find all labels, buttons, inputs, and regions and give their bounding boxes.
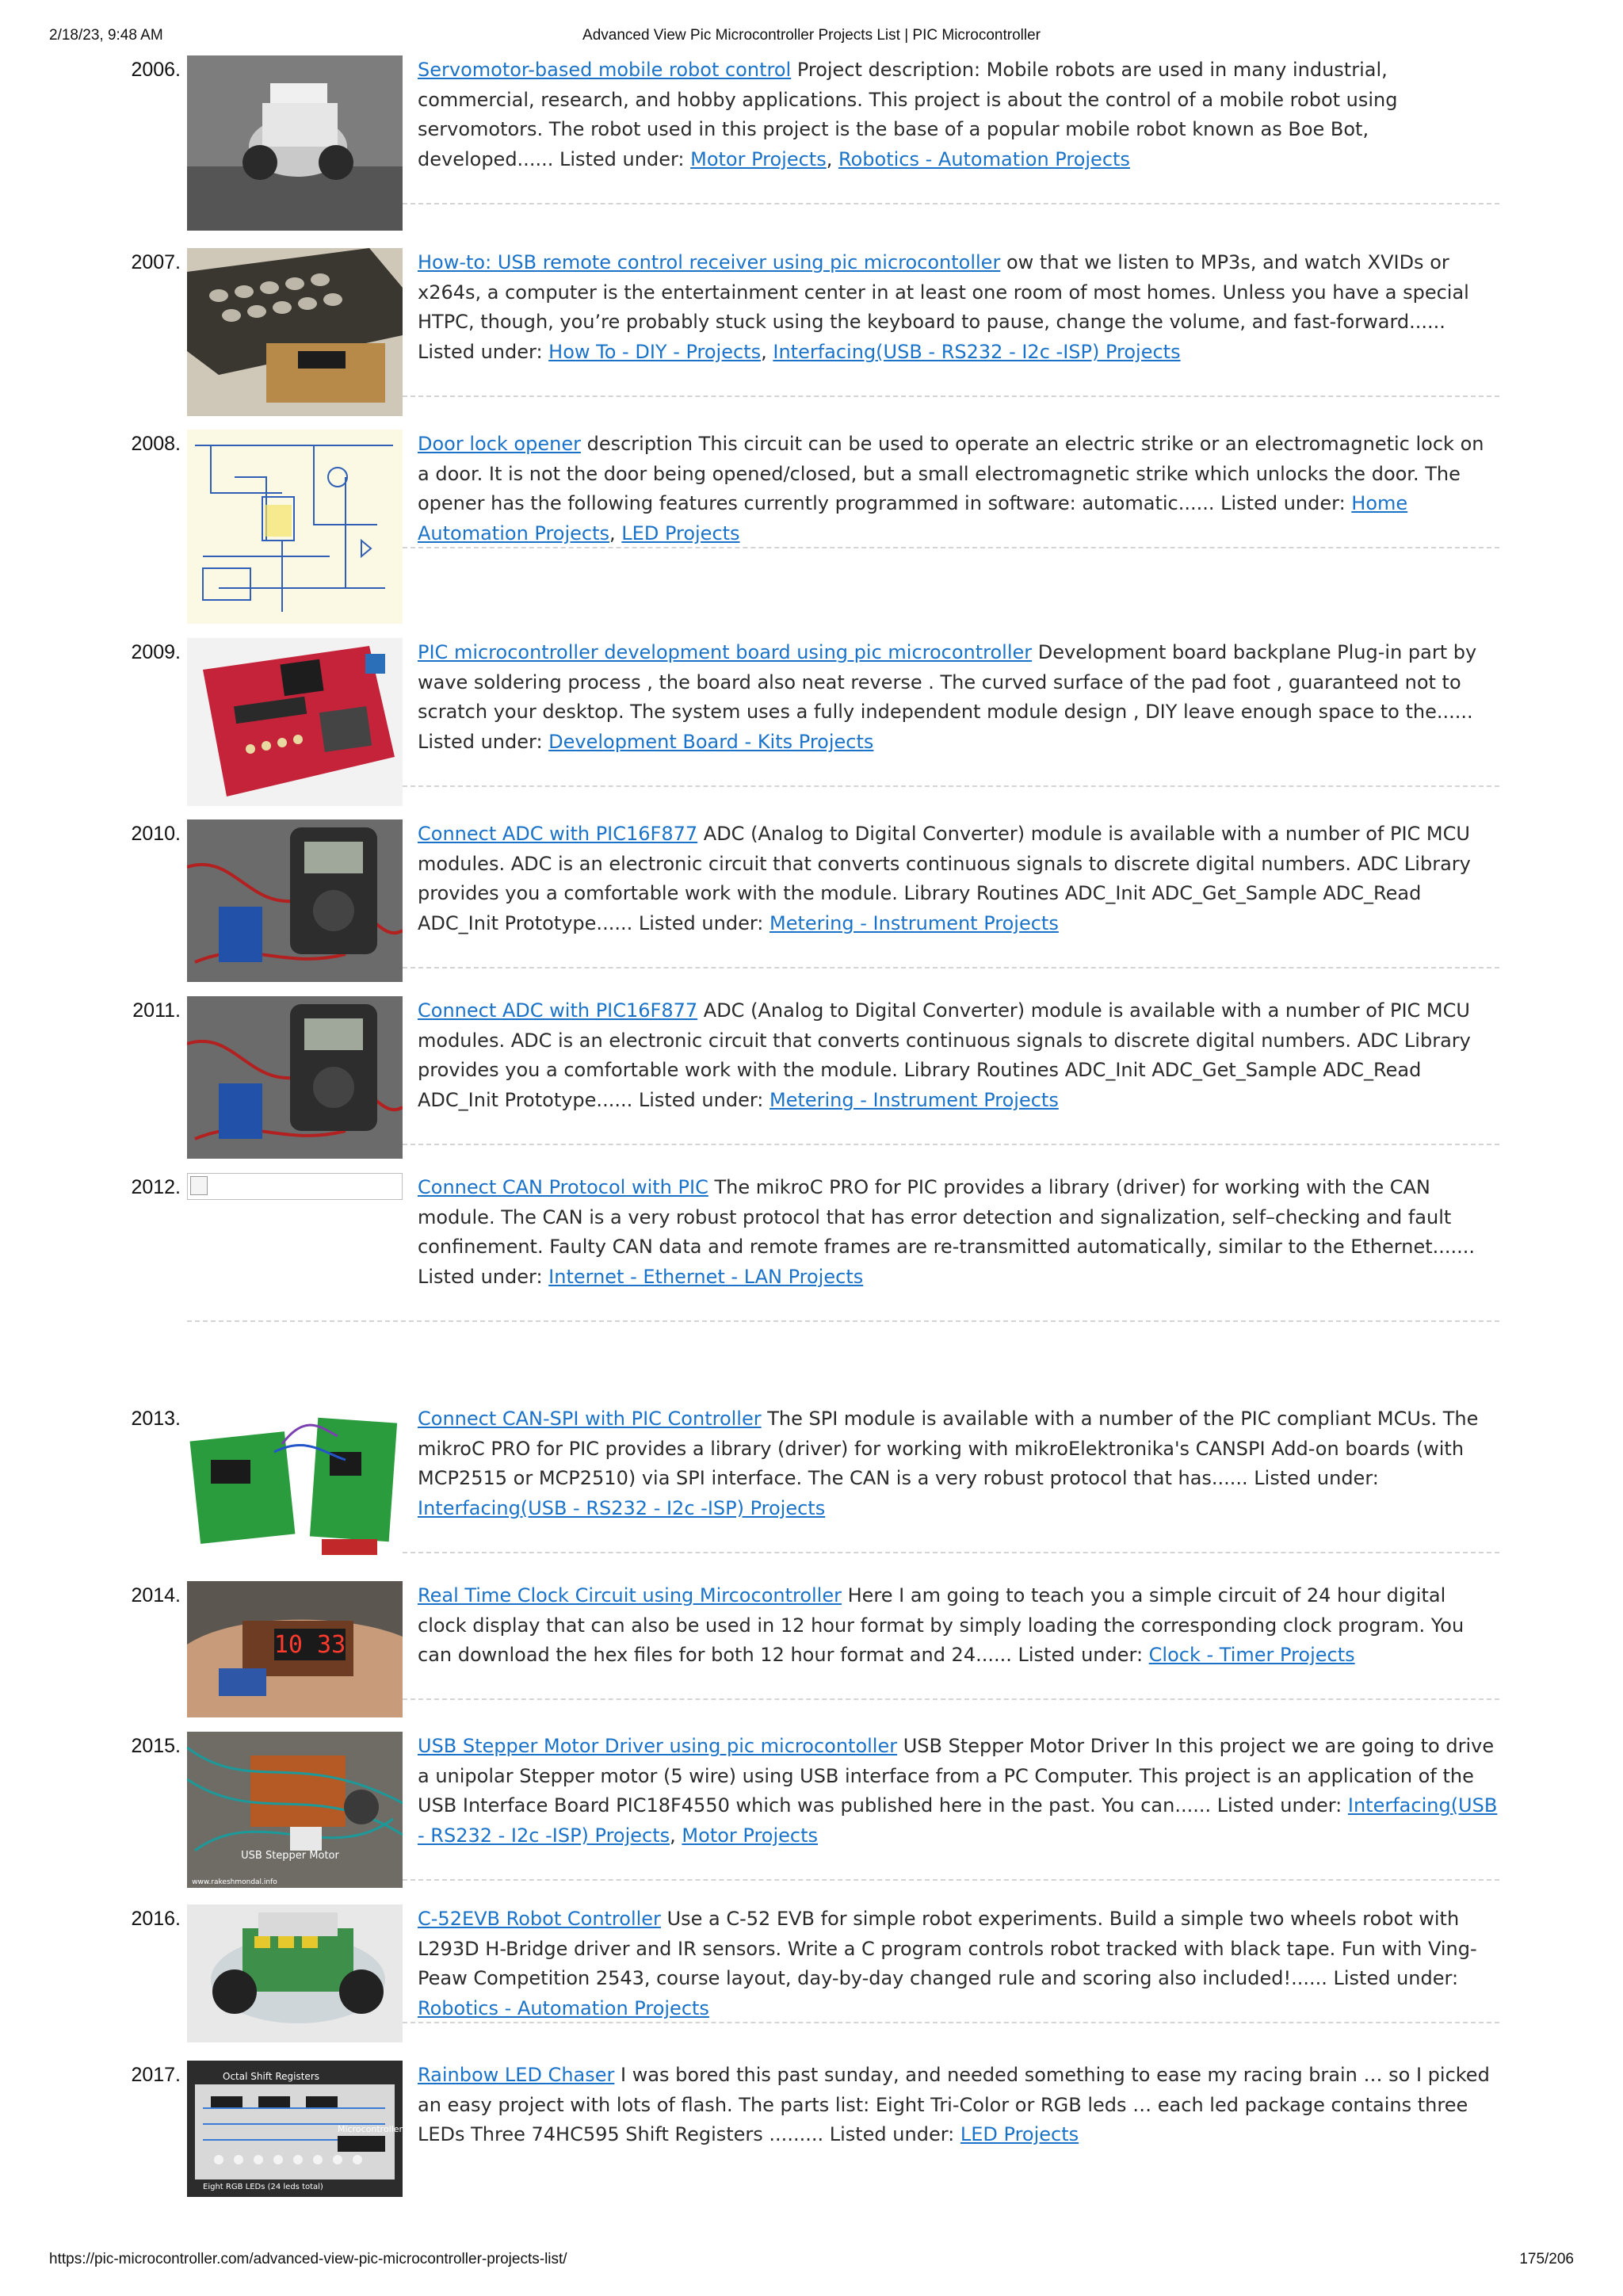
entry-number: 2007. [131,251,181,273]
thumbnail-caption-url: www.rakeshmondal.info [192,1878,277,1886]
entry-text: How-to: USB remote control receiver using pic microcontoller ow that we listen to MP3s, and watch XVIDs or x264s, a computer is the entertainment center in at least one room of most homes. Unless you have a special HTPC, though, you’re probably stuck using the keyboard to pause, change the volume, and fast-forward...... Listed under: How To - DIY - Projects, Interfacing(USB - RS232 - I2c -ISP) Projects [418,251,1469,363]
thumbnail-label: Eight RGB LEDs (24 leds total) [203,2183,323,2191]
category-link[interactable]: Home Automation Projects [418,492,1408,544]
thumbnail-caption: USB Stepper Motor [241,1850,339,1862]
category-link[interactable]: Robotics - Automation Projects [838,147,1130,170]
project-thumbnail[interactable] [187,996,403,1159]
entry-number: 2012. [131,1176,181,1198]
project-thumbnail[interactable] [187,55,403,231]
entry-text: USB Stepper Motor Driver using pic microcontoller USB Stepper Motor Driver In this project we are going to drive a unipolar Stepper motor (5 wire) using USB interface from a PC Computer. This project is an application of the USB Interface Board PIC18F4550 which was published here in the past. You can...... Listed under: Interfacing(USB - RS232 - I2c -ISP) Projects, Motor Projects [418,1735,1498,1847]
entry-number: 2013. [131,1408,181,1430]
broken-image-placeholder[interactable] [187,1173,403,1200]
thumbnail-label: Microcontroller [338,2124,403,2134]
print-header [49,27,1574,51]
entry-separator [403,1144,1499,1145]
project-title-link[interactable]: Real Time Clock Circuit using Mircocontroller [418,1584,842,1606]
project-title-link[interactable]: Connect ADC with PIC16F877 [418,823,698,845]
project-title-link[interactable]: Servomotor-based mobile robot control [418,59,792,81]
category-link[interactable]: Internet - Ethernet - LAN Projects [548,1265,864,1288]
entry-separator [403,1698,1499,1700]
project-title-link[interactable]: How-to: USB remote control receiver using pic microcontoller [418,251,1001,273]
broken-image-icon [190,1176,208,1195]
project-title-link[interactable]: USB Stepper Motor Driver using pic microcontoller [418,1735,898,1757]
print-footer [49,2251,1574,2275]
entry-text [418,1173,1499,1292]
entry-separator [403,785,1499,787]
entry-number: 2006. [131,59,181,81]
project-description: USB Stepper Motor Driver In this project we are going to drive a unipolar Stepper motor (5 wire) using USB interface from a PC Computer. This project is an application of the USB Interface Board PIC18F4550 which was published here in the past. You can...... Listed under: [418,1735,1495,1817]
entry-text [418,638,1499,757]
project-description: ADC (Analog to Digital Converter) module is available with a number of PIC MCU modules. ADC is an electronic circuit that converts continuous signals to discrete digital numbers. ADC Library provides you a comfortable work with the module. Library Routines ADC_Init ADC_Get_Sample ADC_Read ADC_Init Prototype...... Listed under: [418,999,1471,1111]
project-thumbnail[interactable] [187,430,403,624]
print-url: https://pic-microcontroller.com/advanced-view-pic-microcontroller-projects-list/ [49,2251,567,2267]
project-description: The mikroC PRO for PIC provides a library (driver) for working with the CAN module. The CAN is a very robust protocol that has error detection and signalization, self–checking and fault confinement. Faulty CAN data and remote frames are re-transmitted automatically, similar to the Ethernet....... Listed under: [418,1176,1476,1288]
project-description: Use a C-52 EVB for simple robot experiments. Build a simple two wheels robot with L293D H-Bridge driver and IR sensors. Write a C program controls robot tracked with black tape. Fun with Ving-Peaw Competition 2543, course layout, day-by-day changed rule and scoring also included!...... Listed under: [418,1908,1477,1990]
entry-text: Servomotor-based mobile robot control Project description: Mobile robots are used in many industrial, commercial, research, and hobby applications. This project is about the control of a mobile robot using servomotors. The robot used in this project is the base of a popular mobile robot known as Boe Bot, developed...... Listed under: Motor Projects, Robotics - Automation Projects [418,59,1398,170]
entry-number: 2011. [132,999,181,1022]
entry-text [418,1581,1499,1671]
entry-number: 2014. [131,1584,181,1606]
project-title-link[interactable]: PIC microcontroller development board using pic microcontroller [418,641,1033,663]
category-link[interactable]: Interfacing(USB - RS232 - I2c -ISP) Projects [418,1794,1498,1847]
project-description: Development board backplane Plug-in part by wave soldering process , the board also neat reverse . The curved surface of the pad foot , guaranteed not to scratch your desktop. The system uses a fully independent module design , DIY leave enough space to the...... Listed under: [418,641,1477,753]
entry-number: 2010. [131,823,181,845]
project-thumbnail[interactable] [187,819,403,982]
project-title-link[interactable]: Connect ADC with PIC16F877 [418,999,698,1022]
entry-separator [403,967,1499,968]
entry-number: 2015. [131,1735,181,1757]
entry-text [418,2061,1499,2150]
entry-text [418,1904,1499,2023]
category-link[interactable]: Motor Projects [690,147,827,170]
entry-number: 2017. [131,2064,181,2086]
entry-text: Door lock opener description This circuit can be used to operate an electric strike or an electromagnetic lock on a door. It is not the door being opened/closed, but a small electromagnetic strike which unlocks the door. The opener has the following features currently programmed in software: automatic...... Listed under: Home Automation Projects, LED Projects [418,433,1484,544]
entry-number: 2008. [131,433,181,455]
entry-separator [403,547,1499,548]
project-description: description This circuit can be used to operate an electric strike or an electromagnetic lock on a door. It is not the door being opened/closed, but a small electromagnetic strike which unlocks the door. The opener has the following features currently programmed in software: automatic...... Listed under: [418,433,1484,515]
project-description: I was bored this past sunday, and needed something to ease my racing brain … so I picked an easy project with lots of flash. The parts list: Eight Tri-Color or RGB leds … each led package contains three LEDs Three 74HC595 Shift Registers ......... Listed under: [418,2064,1490,2146]
entry-separator [187,1320,1499,1322]
project-thumbnail[interactable] [187,638,403,806]
entry-separator [403,2022,1499,2023]
category-link[interactable]: Interfacing(USB - RS232 - I2c -ISP) Projects [773,340,1181,363]
entry-separator [403,203,1499,204]
entry-separator [403,1552,1499,1553]
thumbnail-label: Octal Shift Registers [223,2071,319,2082]
entry-text [418,1404,1499,1523]
category-link[interactable]: How To - DIY - Projects [548,340,762,363]
entry-text [418,996,1499,1115]
project-title-link[interactable]: Connect CAN Protocol with PIC [418,1176,708,1198]
project-title-link[interactable]: Rainbow LED Chaser [418,2064,615,2086]
project-title-link[interactable]: Connect CAN-SPI with PIC Controller [418,1408,762,1430]
project-description: ow that we listen to MP3s, and watch XVIDs or x264s, a computer is the entertainment center in at least one room of most homes. Unless you have a special HTPC, though, you’re probably stuck using the keyboard to pause, change the volume, and fast-forward...... Listed under: [418,251,1469,363]
project-thumbnail[interactable] [187,2061,403,2197]
project-thumbnail[interactable] [187,1404,403,1565]
category-link[interactable]: LED Projects [621,521,740,544]
category-link[interactable]: Metering - Instrument Projects [769,1088,1059,1111]
entry-separator [403,395,1499,397]
entry-number: 2016. [131,1908,181,1930]
entry-number: 2009. [131,641,181,663]
category-link[interactable]: Metering - Instrument Projects [769,911,1059,934]
project-thumbnail[interactable] [187,248,403,416]
entry-separator [403,1879,1499,1881]
category-link[interactable]: Robotics - Automation Projects [418,1996,709,2019]
project-description: The SPI module is available with a number of the PIC compliant MCUs. The mikroC PRO for PIC provides a library (driver) for working with mikroElektronika's CANSPI Add-on boards (with MCP2515 or MCP2510) via SPI interface. The CAN is a very robust protocol that has...... Listed under: [418,1408,1479,1490]
project-description: Here I am going to teach you a simple circuit of 24 hour digital clock display that can also be used in 12 hour format by simply loading the corresponding clock program. You can download the hex files for both 12 hour format and 24...... Listed under: [418,1584,1465,1667]
project-thumbnail[interactable] [187,1732,403,1888]
project-description: Project description: Mobile robots are used in many industrial, commercial, research, and hobby applications. This project is about the control of a mobile robot using servomotors. The robot used in this project is the base of a popular mobile robot known as Boe Bot, developed...... Listed under: [418,59,1398,170]
svg-text:10 33: 10 33 [273,1631,346,1659]
project-thumbnail[interactable] [187,1581,403,1717]
print-title: Advanced View Pic Microcontroller Projects List | PIC Microcontroller [582,27,1041,44]
page-counter: 175/206 [1519,2251,1574,2267]
category-link[interactable]: Interfacing(USB - RS232 - I2c -ISP) Projects [418,1496,826,1519]
category-link[interactable]: Motor Projects [682,1824,819,1847]
category-link[interactable]: Development Board - Kits Projects [548,730,874,753]
project-title-link[interactable]: C-52EVB Robot Controller [418,1908,661,1930]
project-description: ADC (Analog to Digital Converter) module is available with a number of PIC MCU modules. ADC is an electronic circuit that converts continuous signals to discrete digital numbers. ADC Library provides you a comfortable work with the module. Library Routines ADC_Init ADC_Get_Sample ADC_Read ADC_Init Prototype...... Listed under: [418,823,1471,934]
project-title-link[interactable]: Door lock opener [418,433,581,455]
category-link[interactable]: Clock - Timer Projects [1148,1644,1355,1667]
entry-text [418,819,1499,938]
print-date: 2/18/23, 9:48 AM [49,27,163,44]
project-thumbnail[interactable] [187,1904,403,2042]
category-link[interactable]: LED Projects [960,2123,1079,2146]
